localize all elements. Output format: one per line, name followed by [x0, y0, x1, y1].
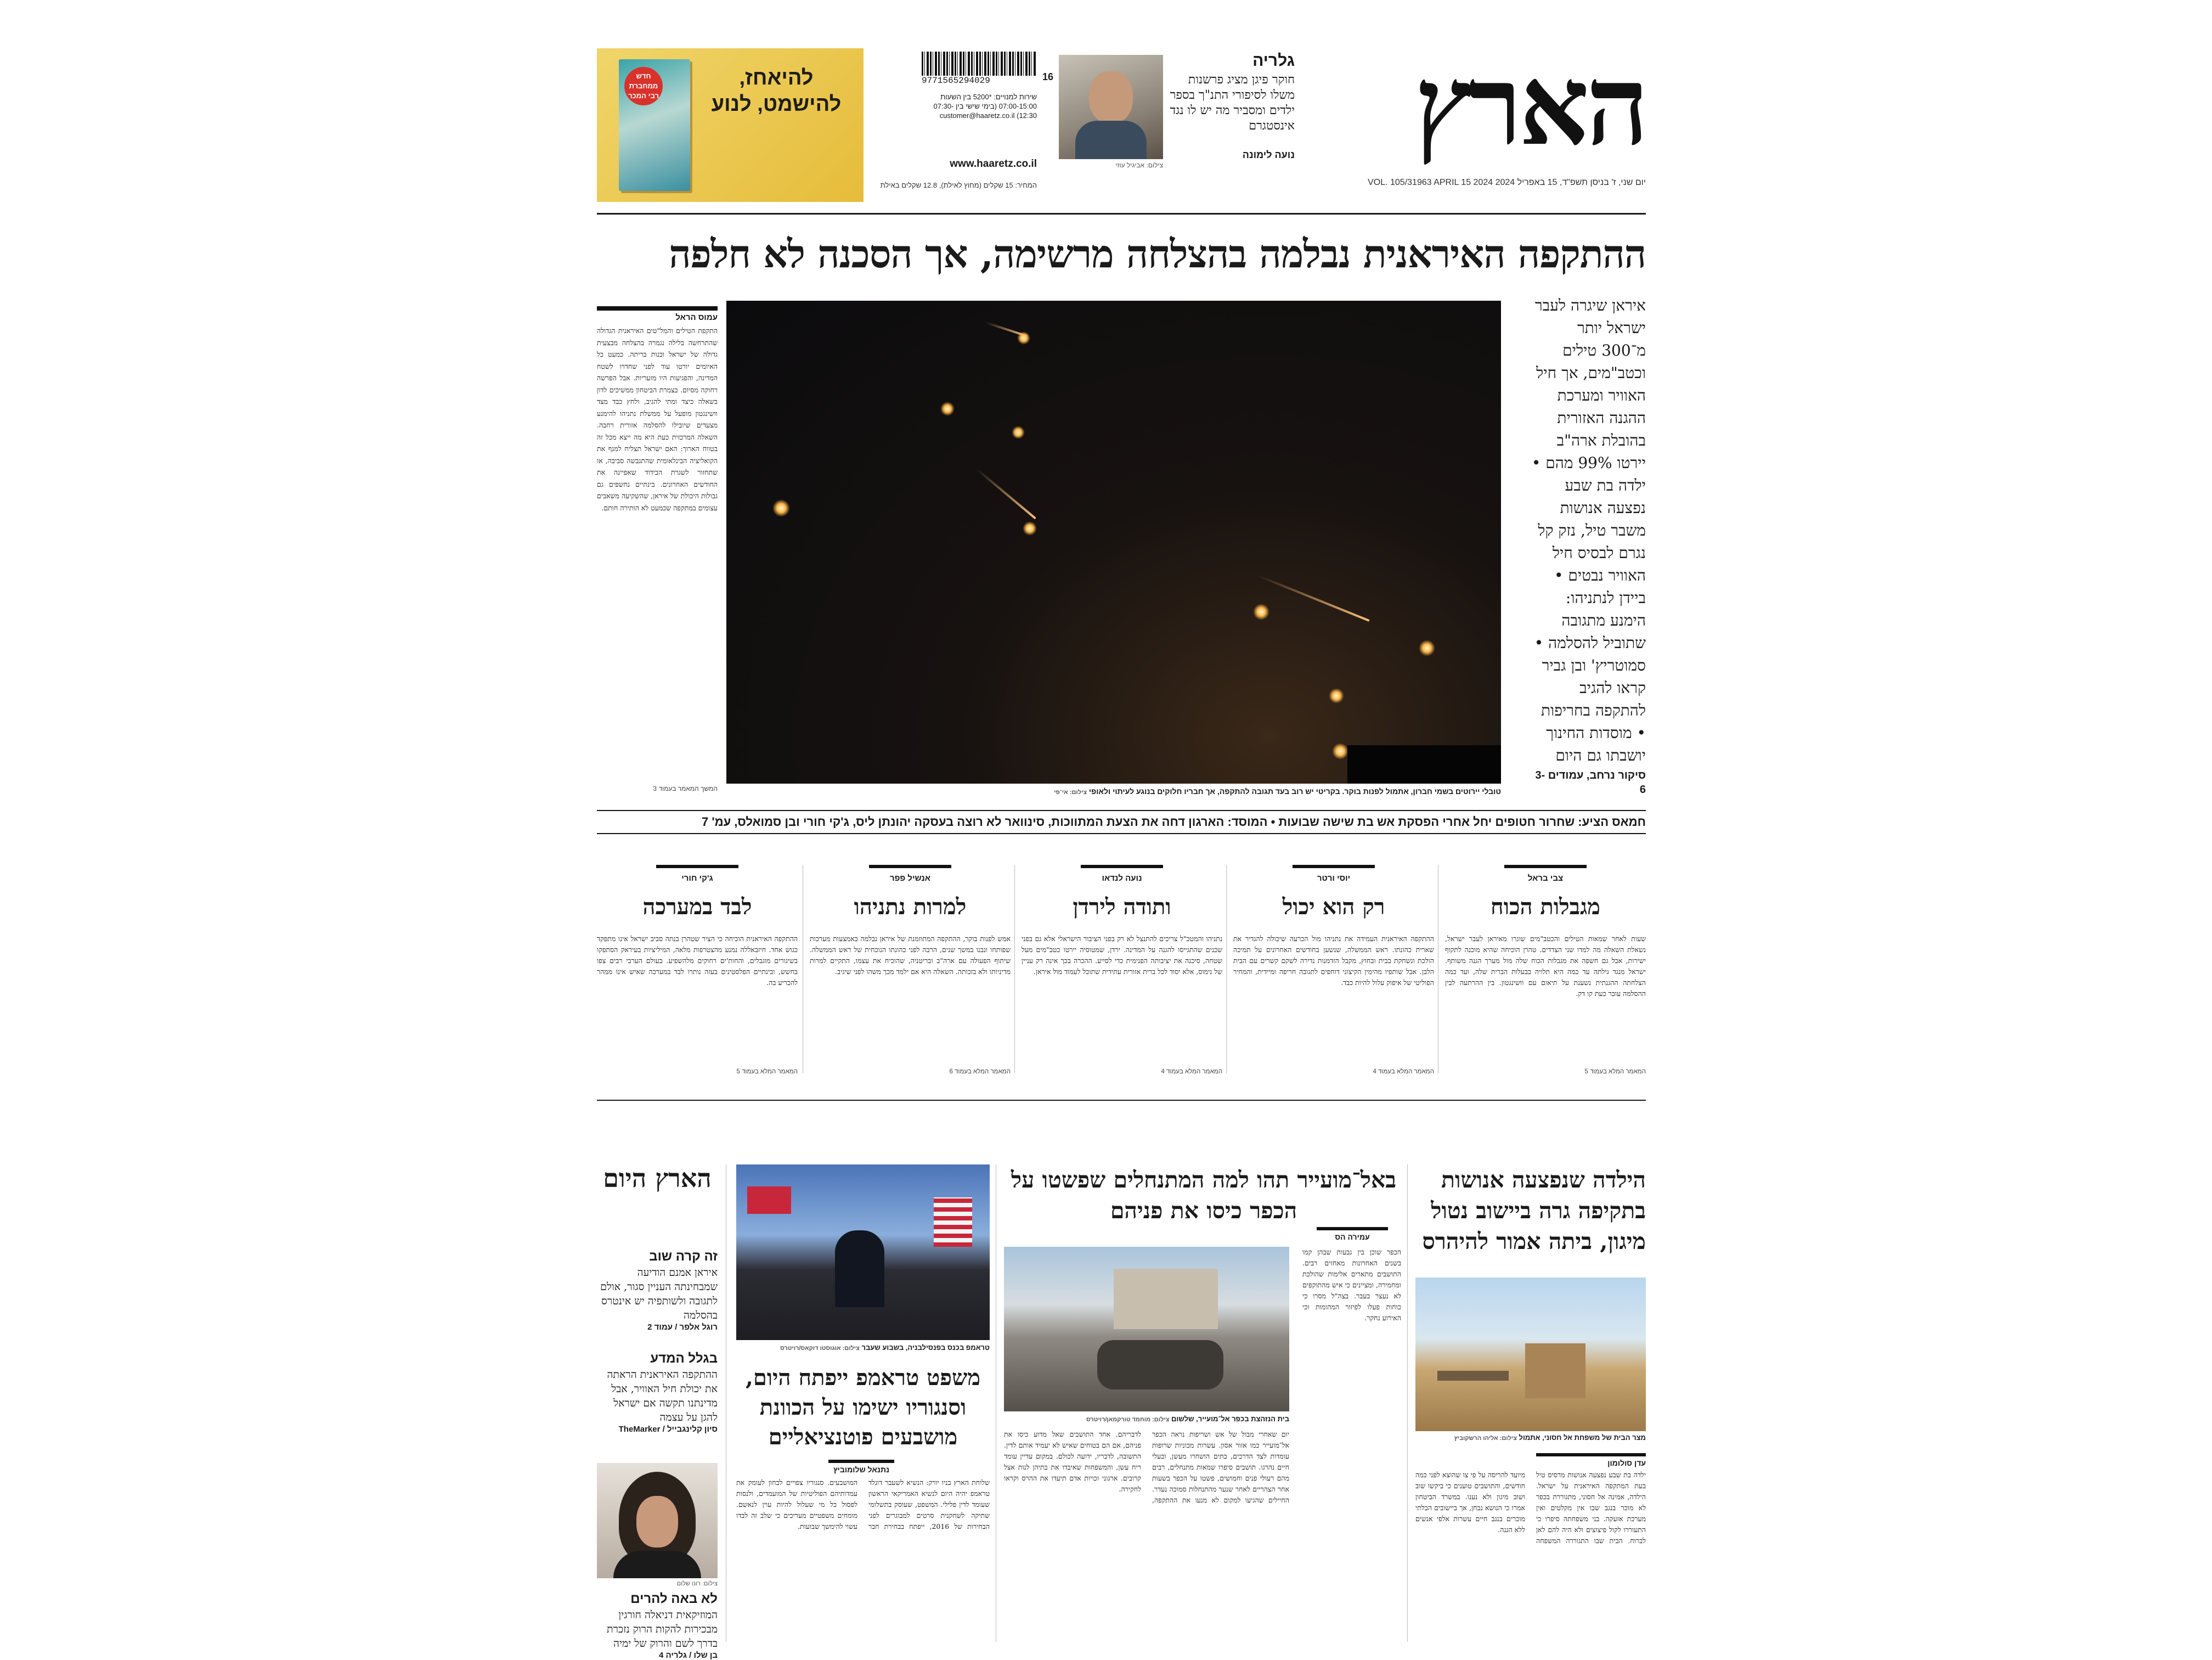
photo-credit: צילום: אוגוסטו דוקאס/רויטרס	[780, 1345, 860, 1352]
interception-flare	[1012, 426, 1025, 439]
photo-rubble	[1437, 1371, 1509, 1381]
today-photo-credit: צילום: רונו שלום	[676, 1580, 718, 1587]
analysis-body: התקפת הטילים והמל"טים האיראנית הגדולה שהתרחשה בלילה נגמרה בהצלחה מבצעית גדולה של ישראל ובנות בריתה. כמעט כל האיומים יורטו עוד לפני שחדרו לשטח המדינה, והפגיעות היו מזעריות. אבל הפרשה רחוקה מסיום. בצמרת הביטחון ממשיכים לדון בשאלה כיצד ומתי להגיב, ולחץ כבד מצד וושינגטון מופעל על ממשלת נתניהו להימנע מצעדים שיובילו להסלמה אזורית רחבה. השאלה המרכזית כעת היא מה ייצא מכל זה בטווח הארוך: האם ישראל תצליח למנף את הקואליציה הבינלאומית שהתגבשה סביבה, או שתחזור לשגרת הבידוד שאפיינה את החודשים האחרונים. בינתיים נחשפים גם גבולות היכולת של איראן, שהשקיעה משאבים עצומים במתקפה שכמעט לא הותירה חותם.	[597, 327, 718, 512]
haaretz-today-logo: הארץ היום	[603, 1163, 712, 1193]
opinion-title[interactable]: למרות נתניהו	[854, 894, 967, 920]
column-divider	[1014, 865, 1015, 1073]
story-trump-title[interactable]: משפט טראמפ ייפתח היום, וסנגוריו ישימו על הכוונת מושבעים פוטנציאליים	[745, 1365, 981, 1450]
barcode-block	[922, 52, 1037, 86]
section-divider	[597, 1100, 1646, 1101]
interception-flare	[1329, 688, 1344, 704]
opinion-body: שעות לאחר שמאות הטילים והכטב"מים שוגרו מאיראן לעבר ישראל, נשאלת השאלה מה למדו שני הצדדים. טהרן הוכיחה שהיא מוכנה לתקוף ישירות, אבל גם חשפה את מגבלות הכוח שלה מול מערך הגנה משותף. ישראל מנגד גילתה עד כמה היא תלויה בבעלות הברית שלה, ועד כמה הצלחתה ההגנתית נשענת על תיאום עם וושינגטון. בין ההרתעה לבין ההסלמה עובר כעת קו דק.	[1445, 935, 1646, 998]
interception-flare	[1023, 521, 1037, 536]
opinion-title[interactable]: לבד במערכה	[642, 894, 752, 920]
today-item-body: ההתקפה האיראנית הראתה את יכולת חיל האוויר, אבל מדינתנו תקשה אם ישראל להגן על עצמה	[607, 1369, 718, 1423]
opinion-body: אמש לפנות בוקר, ההתקפה המתוזמנת של איראן נבלמה באמצעות מערכות שפותחו ונבנו במשך שנים, הרבה לפני כהונתו הנוכחית של ראש הממשלה. שיתוף הפעולה עם ארה"ב ובריטניה, שהוכיח את עצמו, התקיים למרות מדיניותו ולא בזכותה. השאלה היא אם ילמד מכך משהו לפני שיגיב.	[810, 935, 1011, 976]
photo-credit: צילום: אליהו הרשקוביץ	[1454, 1435, 1517, 1442]
story-trump-body: שלוחת הארץ בניו יורק: הנשיא לשעבר דונלד טראמפ יהיה היום לנשיא האמריקאי הראשון שעומד לדין פלילי. המשפט, שעוסק בתשלומי שתיקה לשחקנית סרטים למבוגרים לפני הבחירות של 2016, ייפתח בבחירת חבר המושבעים. סנגוריו צפויים לבחון לעומק את עמדותיהם הפוליטיות של המועמדים, ולנסות לפסול כל מי שעלול להיות עוין לנאשם. מומחים משפטיים מעריכים כי שלב זה לבדו עשוי להימשך שבועות.	[736, 1478, 990, 1530]
opinion-continued[interactable]: המאמר המלא בעמוד 4	[1161, 1068, 1222, 1075]
gallery-author: נועה לימונה	[1242, 149, 1295, 160]
opinion-column[interactable]	[1445, 865, 1646, 1075]
story-mughayyir-author: עמירה הס	[1317, 1227, 1388, 1241]
photo-flag	[934, 1197, 972, 1247]
opinion-author: ג'קי חורי	[656, 865, 738, 883]
photo-sign	[747, 1186, 791, 1214]
opinion-title[interactable]: רק הוא יכול	[1282, 894, 1385, 920]
opinion-body: נתניהו והמטכ"ל צריכים להתנצל לא רק בפני הציבור הישראלי אלא גם בפני שכנים שהתגייסו להגנה על המדינה. ירדן, שמטוסיה יירטו כטב"מים מעל שטחה, סיכנה את יציבותה הפנימית כדי לסייע. ההכרה בכך אינה רק עניין של נימוס, אלא יסוד לכל ברית אזורית עתידית שתוכל לעמוד מול איראן.	[1022, 935, 1222, 976]
portrait-shirt	[1075, 121, 1147, 159]
portrait-face	[1089, 71, 1133, 123]
photo-burned-car	[1097, 1340, 1223, 1389]
interception-flare	[940, 402, 955, 416]
today-item-body: איראן אמנם הודיעה שמבחינתה העניין סגור, אולם לתגובה ולשותפיה יש אינטרס בהסלמה	[600, 1267, 718, 1321]
opinion-column[interactable]	[1022, 865, 1222, 1075]
dateline: יום שני, ז' בניסן תשפ"ד, 15 באפריל 2024 VOL. 105/31963 APRIL 15 2024	[1368, 178, 1646, 187]
website-link[interactable]: www.haaretz.co.il	[950, 158, 1037, 170]
interception-flare	[1253, 604, 1269, 620]
story-mughayyir-caption	[1004, 1415, 1289, 1423]
opinion-body: ההתקפה האיראנית העמידה את נתניהו מול הכרעה שיכולה להגדיר את שארית כהונתו. ראש הממשלה, שנשען בחודשים האחרונים על תמיכה הולכת ונשחקת בבית ובחוץ, מקבל הזדמנות נדירה לשקם קשרים עם הבית הלבן. אבל שותפיו מהימין הקיצוני דוחפים לתגובה חריפה ומיידית, והמחיר הפוליטי של איפוק עלול להיות כבד.	[1233, 935, 1434, 987]
story-mughayyir-body: יום שאחרי מבול של אש ושריפות נראה הכפר אל־מועייר כמו אזור אסון. עשרות מכוניות שרופות עומדות לצד הדרכים, בתים הושחרו מעשן, ובעלי חיים נהרגו. תושבים סיפרו שמאות מתנחלים, רבים מהם רעולי פנים וחמושים, פשטו על הכפר בשעות אחר הצהריים לאחר שנער מהתנחלות סמוכה נעדר. החיילים שהגיעו למקום לא מנעו את ההתקפה, לדבריהם. אחד התושבים שאל מדוע כיסו את פניהם, אם הם בטוחים שאיש לא יעמיד אותם לדין. התשובה, לדבריו, ידועה לכולם. במקום עדיין עומד ריח עשן, והמשפחות שאיבדו את בתיהן לנות אצל קרובים. ארגוני זכויות אדם תיעדו את ההרס וקראו לחקירה.	[1004, 1430, 1289, 1504]
story-mughayyir-body-side: הכפר שוכן בין גבעות שבהן קמו בשנים האחרונות מאחזים רבים. התושבים מתארים אלימות שהולכת ומחמירה, ומציינים כי איש מהתוקפים לא נעצר בעבר. בצה"ל מסרו כי כוחות פעלו לפיזור המהומות וכי האירוע נחקר.	[1302, 1248, 1401, 1322]
issue-number: 16	[1042, 71, 1053, 82]
opinion-continued[interactable]: המאמר המלא בעמוד 5	[736, 1068, 798, 1075]
opinion-column[interactable]	[810, 865, 1011, 1075]
caption-text: מצר הבית של משפחת אל חסוני, אתמול	[1519, 1433, 1646, 1442]
today-item-body: המוזיקאית דניאלה חורגין מבכירות להקות הרוק נזכרת בדרך לשם והרוק של ימיה	[607, 1609, 718, 1650]
opinion-continued[interactable]: המאמר המלא בעמוד 5	[1584, 1068, 1646, 1075]
masthead-logo[interactable]: הארץ	[1414, 41, 1646, 170]
caption-text: טראמפ בכנס בפנסילבניה, בשבוע שעבר	[861, 1343, 990, 1352]
customer-service: שירות למנויים: *5200 בין השעות 07:00-15:00 (בימי שישי בין 07:30-12:30) customer@haaretz.co.il	[933, 93, 1037, 120]
interception-flare	[1332, 743, 1348, 759]
opinion-author: יוסי ורטר	[1293, 865, 1375, 883]
newspaper-front-page	[597, 41, 1646, 1660]
lead-photo-caption	[726, 787, 1501, 796]
today-item-author: סיון קלינגבייל / TheMarker	[618, 1425, 718, 1434]
opinion-column[interactable]	[597, 865, 798, 1075]
book-advertisement[interactable]	[597, 48, 864, 202]
lead-photo-interceptions	[726, 301, 1501, 784]
column-divider	[1226, 865, 1227, 1073]
column-divider	[1407, 1164, 1408, 1642]
opinion-author: נועה לנדאו	[1081, 865, 1163, 883]
masthead-divider	[597, 213, 1646, 215]
photo-caption-text: טובלי יירוטים בשמי חברון, אתמול לפנות בוקר. בקריטי יש רוב בעד תגובה להתקפה, אך חבריו חלוקים בנוגע לעיתוי ולאופי	[1088, 787, 1501, 796]
missile-streak	[1257, 575, 1369, 622]
price-line: המחיר: 15 שקלים (מחוץ לאילת), 12.8 שקלים באילת	[880, 181, 1037, 189]
opinion-title[interactable]: מגבלות הכוח	[1491, 894, 1600, 920]
story-girl-wounded-caption	[1415, 1433, 1646, 1442]
opinion-continued[interactable]: המאמר המלא בעמוד 6	[949, 1068, 1011, 1075]
new-book-badge: חדש ממחברת רבי המכר	[624, 67, 663, 105]
interception-flare	[1017, 331, 1030, 345]
ad-text: להיאחז, להישמט, לנוע	[711, 66, 842, 116]
opinion-author: צבי בראל	[1504, 865, 1587, 883]
story-girl-wounded-author: עדן סולומון	[1536, 1453, 1646, 1467]
news-ticker[interactable]: חמאס הציע: שחרור חטופים יחל אחרי הפסקת אש בת שישה שבועות • המוסד: הארגון דחה את הצעת המתווכות, סינוואר לא רוצה בעסקה יהונתן ליס, ג'קי חורי ובן סמואלס, עמ' 7	[597, 810, 1646, 834]
photo-credit: צילום: אי־פי	[1054, 789, 1087, 796]
opinion-continued[interactable]: המאמר המלא בעמוד 4	[1373, 1068, 1434, 1075]
story-girl-wounded-photo	[1415, 1278, 1646, 1431]
gallery-portrait-photo	[1059, 55, 1163, 159]
today-item-title: לא באה להרים	[630, 1591, 718, 1606]
photo-house	[1114, 1269, 1218, 1329]
today-item-author: בן שלו / גלריה 4	[659, 1651, 718, 1660]
photo-face	[636, 1496, 678, 1548]
gallery-title[interactable]: גלריה	[1252, 52, 1295, 70]
today-item[interactable]	[597, 1248, 718, 1332]
book-cover-image	[619, 59, 690, 191]
story-trump-photo	[736, 1164, 990, 1340]
today-item-title: בגלל המדע	[650, 1351, 718, 1366]
barcode-number: 9771565294029	[922, 76, 990, 86]
photo-credit: צילום: מוחמד טורקמאן/רויטרס	[1086, 1416, 1170, 1423]
analysis-continued[interactable]: המשך המאמר בעמוד 3	[653, 785, 718, 792]
story-trump-author: נתנאל שלומוביץ	[828, 1460, 894, 1474]
story-girl-wounded-title[interactable]: הילדה שנפצעה אנושות בתקיפה גרה ביישוב נטול מיגון, ביתה אמור להיהרס	[1422, 1167, 1646, 1254]
opinion-column[interactable]	[1233, 865, 1434, 1075]
today-item[interactable]	[597, 1590, 718, 1660]
gallery-teaser: חוקר פיגן מציג פרשנות משלו לסיפורי התנ"ך בספר ילדים ומסביר מה יש לו נגד אינסטגרם	[1170, 73, 1295, 133]
missile-streak	[976, 468, 1036, 519]
portrait-credit: צילום: אביגיל עוזי	[1115, 161, 1163, 169]
story-girl-wounded-body: ילדה בת שבע נפצעה אנושות מרסיס טיל בעת המתקפה האיראנית על ישראל. הילדה, אמינה אל חסוני, מתגוררת בכפר לא מוכר בנגב שבו אין מקלטים ואין מערכת אזעקה. בני משפחתה סיפרו כי התעוררו לקול פיצוצים ולא היה להם לאן לברוח. הבית שבו התגוררה המשפחה מיועד להריסה על פי צו שהוצא לפני כמה חודשים, והתושבים טוענים כי ביקשו שוב ושוב מיגון ולא נענו. במשרד הביטחון אמרו כי הנושא נבחן, אך ביישובים הבלתי מוכרים בנגב חיים עשרות אלפי אנשים ללא הגנה.	[1415, 1471, 1646, 1545]
story-mughayyir-title[interactable]: באל־מועייר תהו למה המתנחלים שפשטו על הכפר כיסו את פניהם	[1011, 1167, 1397, 1224]
analysis-author: עמוס הראל	[597, 306, 718, 322]
today-item[interactable]	[597, 1350, 718, 1434]
photo-structure	[1525, 1343, 1585, 1398]
opinion-body: ההתקפה האיראנית הוכיחה כי הציר שטהרן בנתה סביב ישראל אינו מתפקד כגוש אחד. חיזבאללה נמנע מהצטרפות מלאה, המיליציות בעיראק הסתפקו בשיגורים מוגבלים, והחות'ים רחוקים מלהשפיע. בעולם הערבי רבים צפו בחשש, ובינתיים הפלסטינים בעזה נותרו לבד במערכה שאיש אינו ממהר להכריע בה.	[597, 935, 798, 987]
today-musician-photo	[597, 1463, 718, 1578]
story-trump-caption	[736, 1343, 990, 1352]
today-item-author: רוגל אלפר / עמוד 2	[647, 1323, 718, 1332]
opinion-title[interactable]: ותודה לירדן	[1073, 894, 1171, 920]
interception-flare	[772, 499, 790, 517]
lead-lede: איראן שיגרה לעבר ישראל יותר מ־300 טילים וכטב"מים, אך חיל האוויר ומערכת ההגנה האזורית בהובלת ארה"ב יירטו 99% מהם • ילדה בת שבע נפצעה אנושות משבר טיל, נזק קל נגרם לבסיס חיל האוויר נבטים • ביידן לנתניהו: הימנע מתגובה שתוביל להסלמה • סמוטריץ' ובן גביר קראו להגיב להתקפה בחריפות • מוסדות החינוך יושבתו גם היום	[1531, 296, 1646, 764]
caption-text: בית הנזהצת בכפר אל־מועייר, שלשום	[1171, 1415, 1289, 1423]
photo-speaker	[835, 1230, 884, 1307]
rooftop-silhouette	[1347, 745, 1501, 784]
lead-page-reference[interactable]: סיקור נרחב, עמודים 3-6	[1535, 769, 1646, 796]
today-item-title: זה קרה שוב	[649, 1249, 718, 1264]
lead-headline[interactable]: ההתקפה האיראנית נבלמה בהצלחה מרשימה, אך הסכנה לא חלפה	[669, 231, 1646, 277]
opinion-author: אנשיל פפר	[869, 865, 951, 883]
barcode-icon	[922, 52, 1037, 76]
interception-flare	[1419, 640, 1435, 656]
story-mughayyir-photo	[1004, 1247, 1289, 1411]
photo-body	[613, 1551, 701, 1578]
